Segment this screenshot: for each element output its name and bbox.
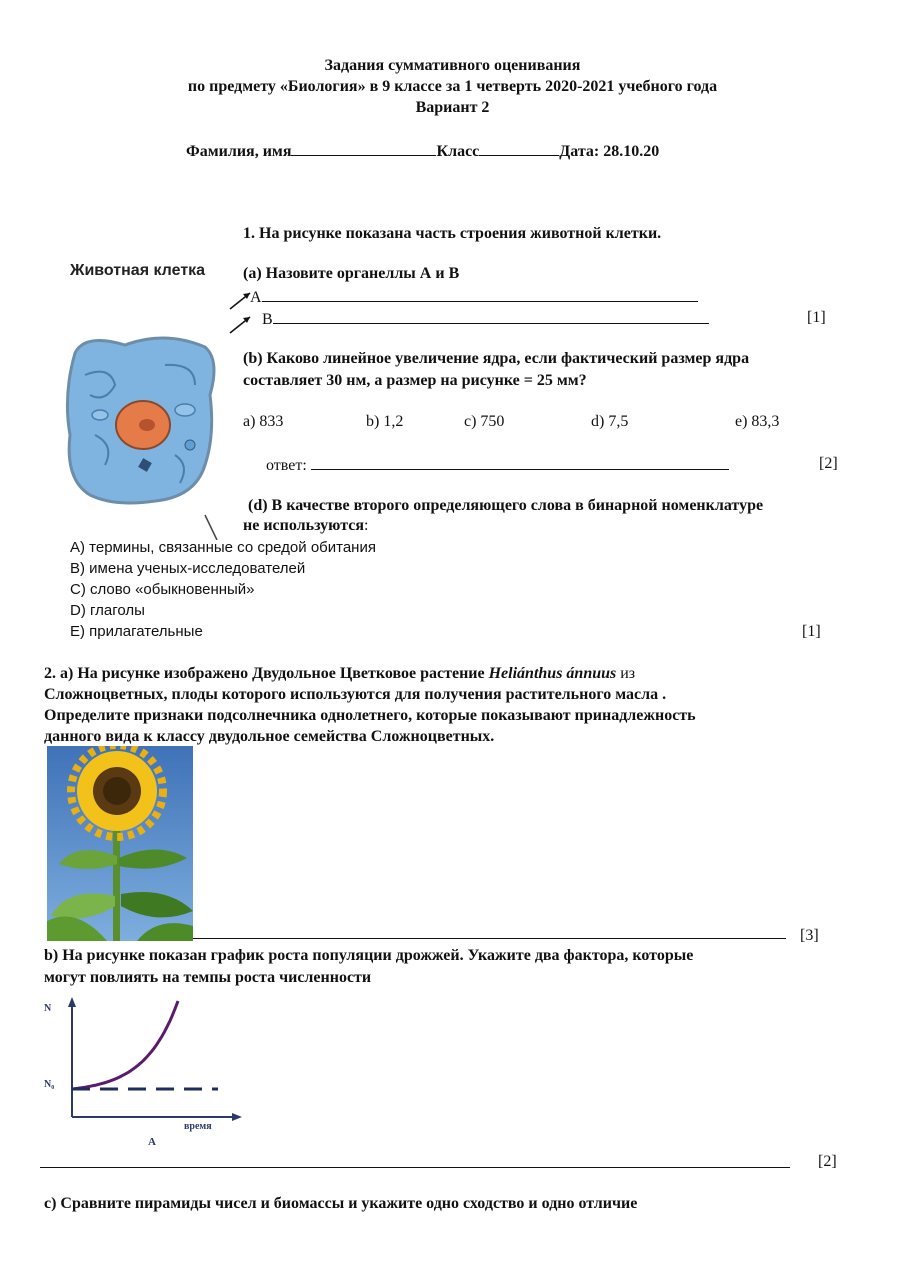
y-axis-arrow [68, 997, 76, 1007]
q1d-mark: [1] [802, 623, 821, 640]
q1b-answer-row [266, 455, 729, 475]
header-title-line2: по предмету «Биология» в 9 классе за 1 четверть 2020-2021 учебного года [187, 78, 718, 95]
chart-caption: А [148, 1136, 156, 1148]
sunflower-photo [47, 746, 193, 941]
q2a-line4: данного вида к классу двудольное семейства Сложноцветных. [44, 728, 495, 745]
q2a-species: Heliánthus ánnuus [488, 665, 617, 682]
q1d-option-A[interactable]: А) термины, связанные со средой обитания [70, 539, 376, 556]
q1-text: . На рисунке показана часть строения животной клетки. [251, 225, 662, 242]
q1-number: 1 [243, 225, 251, 242]
q2b-line2: могут повлиять на темпы роста численности [44, 969, 372, 986]
student-info-row [186, 141, 659, 161]
surname-field[interactable] [291, 141, 436, 156]
x-axis-arrow [232, 1113, 242, 1121]
growth-curve [72, 1001, 178, 1089]
class-label: Класс [436, 143, 480, 160]
q2b-mark: [2] [818, 1153, 837, 1170]
answer-label: ответ: [266, 457, 307, 474]
q1b-option-d[interactable]: d) 7,5 [591, 413, 629, 430]
q1b-text-line2: составляет 30 нм, а размер на рисунке = 25 мм? [243, 372, 587, 389]
q1a-answer-A [250, 287, 698, 307]
q1d-text-line1: (d) В качестве второго определяющего слова в бинарной номенклатуре [248, 497, 764, 514]
q2a-line2: Сложноцветных, плоды которого используются для получения растительного масла . [44, 686, 667, 703]
q1b-answer-field[interactable] [311, 455, 729, 470]
header-variant: Вариант 2 [415, 99, 490, 116]
q1d-text-colon: : [364, 517, 369, 534]
q1d-option-C[interactable]: С) слово «обыкновенный» [70, 581, 255, 598]
answer-A-field[interactable] [262, 287, 698, 302]
q1d-text-line2: не используются [243, 517, 365, 534]
q2b-answer-field[interactable] [40, 1153, 790, 1173]
q2a-answer-field[interactable] [193, 924, 786, 944]
q1b-option-a[interactable]: a) 833 [243, 413, 284, 430]
q1d-option-D[interactable]: D) глаголы [70, 602, 145, 619]
q2a-mark: [3] [800, 927, 819, 944]
q1d-option-E[interactable]: E) прилагательные [70, 623, 203, 640]
q2a-line1-pre: 2. а) На рисунке изображено Двудольное Цветковое растение [44, 665, 489, 682]
q1b-mark: [2] [819, 455, 838, 472]
q2c-line: с) Сравните пирамиды чисел и биомассы и укажите одно сходство и одно отличие [44, 1195, 638, 1212]
label-A: А [250, 289, 262, 306]
q2a-line1 [44, 665, 635, 683]
q1b-text-line1: (b) Каково линейное увеличение ядра, если фактический размер ядра [243, 350, 750, 367]
cell-image-title: Животная клетка [70, 262, 206, 279]
q1a-answer-B [250, 309, 709, 329]
header-title-line1: Задания суммативного оценивания [324, 57, 581, 74]
q1a-text: (a) Назовите органеллы А и В [243, 265, 460, 282]
animal-cell-illustration [55, 285, 240, 540]
q1a-mark: [1] [807, 309, 826, 326]
q2a-line3: Определите признаки подсолнечника однолетнего, которые показывают принадлежность [44, 707, 696, 724]
x-axis-label: время [184, 1121, 212, 1132]
q1d-text-line2-row [243, 517, 368, 535]
surname-label: Фамилия, имя [186, 143, 292, 160]
q2b-line1: b) На рисунке показан график роста популяции дрожжей. Укажите два фактора, которые [44, 947, 694, 964]
q1b-option-b[interactable]: b) 1,2 [366, 413, 404, 430]
answer-B-field[interactable] [273, 309, 709, 324]
date-label: Дата: 28.10.20 [559, 143, 660, 160]
q2a-line1-post: из [616, 665, 636, 682]
q1b-option-e[interactable]: e) 83,3 [735, 413, 780, 430]
q1-heading [243, 225, 661, 243]
y-axis-label: N [44, 1003, 52, 1014]
q1b-option-c[interactable]: c) 750 [464, 413, 505, 430]
class-field[interactable] [479, 141, 559, 156]
q1d-option-B[interactable]: В) имена ученых-исследователей [70, 560, 306, 577]
yeast-growth-chart [38, 995, 253, 1155]
label-B: В [262, 311, 273, 328]
y0-label: N₀ [44, 1079, 55, 1090]
